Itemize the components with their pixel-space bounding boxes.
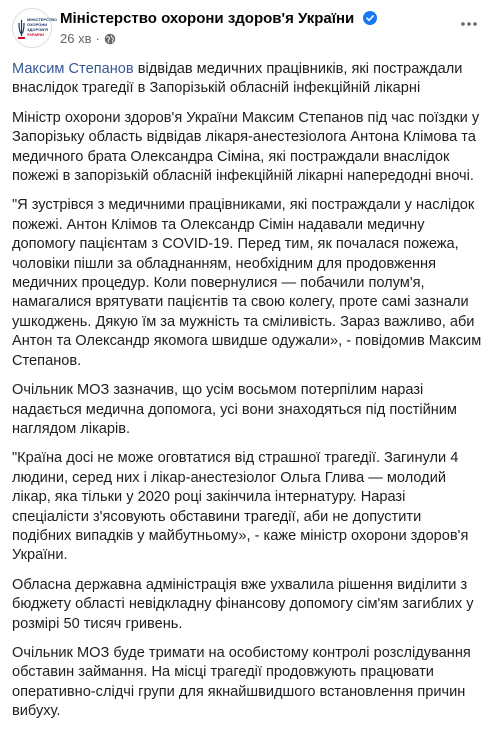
post-paragraph-4: Очільник МОЗ зазначив, що усім восьмом потерпілим наразі надається медична допомога, усі вони знаходяться під постійним наглядом лікарів. — [12, 382, 457, 437]
post-paragraph-6: Обласна державна адміністрація вже ухвалила рішення виділити з бюджету області невідкладну фінансову допомогу сім'ям загиблих у розмірі 50 тисяч гривень. — [12, 576, 474, 632]
verified-badge-icon — [363, 11, 377, 25]
paragraph-text: відвідав медичних працівників, які постраждали внаслідок трагедії в Запорізькій обласній інфекційній лікарні — [12, 61, 463, 97]
post-paragraph-3: "Я зустрівся з медичними працівниками, які постраждали у наслідок пожежі. Антон Клімов та Олександр Сімін надавали медичну допомогу пацієнтам з COVID-19. Перед тим, як почалася пожежа, чоловіки пішли за обладнанням, необхідним для продовження медичних процедур. Коли повернулися — побачили полум'я, намагалися врятувати пацієнтів та свою колегу, проте самі зазнали ушкоджень. Дякую їм за мужність та сміливість. Зараз важливо, аби Антон та Олександр якомога швидше одужали», - повідомив Максим Степанов. — [12, 197, 482, 369]
post-body — [12, 60, 482, 732]
ministry-logo — [18, 16, 58, 42]
post-paragraph-7: Очільник МОЗ буде тримати на особистому контролі розслідування обставин займання. На місці трагедії продовжують працювати оперативно-слідчі групи для якнайшвидшого встановлення причин вибуху. — [12, 644, 471, 720]
post-header — [12, 8, 481, 50]
post-paragraph-1 — [12, 60, 482, 99]
page-name-link[interactable]: Міністерство охорони здоров'я України — [60, 10, 377, 27]
post-meta — [60, 31, 116, 46]
meta-separator: · — [95, 31, 100, 46]
more-options-icon[interactable] — [459, 14, 479, 34]
post-paragraph-5: "Країна досі не може оговтатися від страшної трагедії. Загинули 4 людини, серед них і лікар-анестезіолог Ольга Глива — молодий лікар, яка тільки у 2020 році закінчила інтернатуру. Наразі спеціалісти з'ясовують обставини трагедії, аби не допустити подібних випадків у майбутньому», - каже міністр охорони здоров'я України. — [12, 450, 469, 564]
trident-emblem-icon — [18, 18, 25, 40]
page-avatar[interactable] — [12, 8, 58, 48]
mention-link[interactable]: Максим Степанов — [12, 61, 134, 77]
logo-text: МІНІСТЕРСТВО ОХОРОНИ ЗДОРОВ'Я УКРАЇНИ — [27, 17, 58, 37]
post-timestamp[interactable]: 26 хв — [60, 31, 92, 46]
globe-icon[interactable] — [104, 33, 116, 45]
post-paragraph-2: Міністр охорони здоров'я України Максим Степанов під час поїздки у Запорізьку область відвідав лікаря-анестезіолога Антона Клімова та медичного брата Олександра Сіміна, які постраждали внаслідок пожежі в запорізькій обласній інфекційній лікарні напередодні вночі. — [12, 109, 480, 185]
